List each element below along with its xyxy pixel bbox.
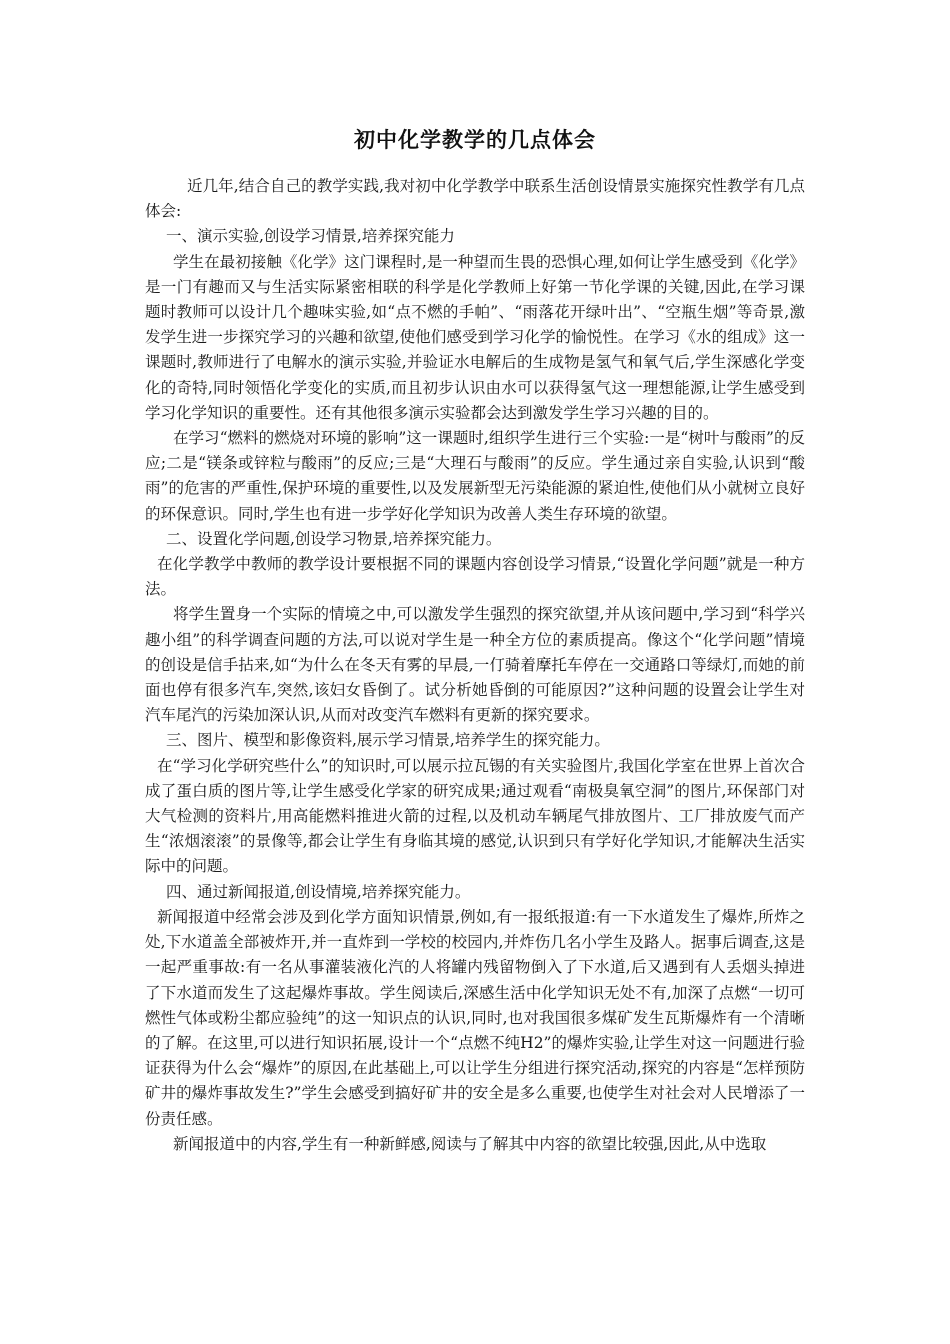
intro-paragraph: 近几年,结合自己的教学实践,我对初中化学教学中联系生活创设情景实施探究性教学有几点体会: [145,177,805,221]
section-heading-3: 三、图片、模型和影像资料,展示学习情景,培养学生的探究能力。 [166,731,610,750]
body-paragraph: 新闻报道中经常会涉及到化学方面知识情景,例如,有一报纸报道:有一下水道发生了爆炸,所炸之处,下水道盖全部被炸开,并一直炸到一学校的校园内,并炸伤几名小学生及路人。据事后调查,这是一起严重事故:有一名从事灌装液化汽的人将罐内残留物倒入了下水道,后又遇到有人丢烟头掉进了下水道而发生了这起爆炸事故。学生阅读后,深感生活中化学知识无处不有,加深了点燃“一切可燃性气体或粉尘都应验纯”的这一知识点的认识,同时,也对我国很多煤矿发生瓦斯爆炸有一个清晰的了解。在这里,可以进行知识拓展,设计一个“点燃不纯H2”的爆炸实验,让学生对这一问题进行验证获得为什么会“爆炸”的原因,在此基础上,可以让学生分组进行探究活动,探究的内容是“怎样预防矿井的爆炸事故发生?”学生会感受到搞好矿井的安全是多么重要,也使学生对社会对人民增添了一份责任感。 [145,907,805,1128]
body-paragraph: 在学习“燃料的燃烧对环境的影响”这一课题时,组织学生进行三个实验:一是“树叶与酸雨”的反应;二是“镁条或锌粒与酸雨”的反应;三是“大理石与酸雨”的反应。学生通过亲自实验,认识到“酸雨”的危害的严重性,保护环境的重要性,以及发展新型无污染能源的紧迫性,使他们从小就树立良好的环保意识。同时,学生也有进一步学好化学知识为改善人类生存环境的欲望。 [145,429,805,523]
body-paragraph: 新闻报道中的内容,学生有一种新鲜感,阅读与了解其中内容的欲望比较强,因此,从中选取 [173,1134,767,1153]
section-heading-4: 四、通过新闻报道,创设情境,培养探究能力。 [166,882,471,901]
document-body [145,174,805,1157]
document-title: 初中化学教学的几点体会 [354,127,596,152]
body-paragraph: 在化学教学中教师的教学设计要根据不同的课题内容创设学习情景,“设置化学问题”就是一种方法。 [145,555,805,599]
body-paragraph: 学生在最初接触《化学》这门课程时,是一种望而生畏的恐惧心理,如何让学生感受到《化学》是一门有趣而又与生活实际紧密相联的科学是化学教师上好第一节化学课的关键,因此,在学习课题时教师可以设计几个趣味实验,如“点不燃的手帕”、“雨落花开绿叶出”、“空瓶生烟”等奇景,激发学生进一步探究学习的兴趣和欲望,使他们感受到学习化学的愉悦性。在学习《水的组成》这一课题时,教师进行了电解水的演示实验,并验证水电解后的生成物是氢气和氧气后,学生深感化学变化的奇特,同时领悟化学变化的实质,而且初步认识由水可以获得氢气这一理想能源,让学生感受到学习化学知识的重要性。还有其他很多演示实验都会达到激发学生学习兴趣的目的。 [145,252,805,422]
section-heading-2: 二、设置化学问题,创设学习物景,培养探究能力。 [166,529,502,548]
section-heading-1: 一、演示实验,创设学习情景,培养探究能力 [166,227,455,246]
body-paragraph: 在“学习化学研究些什么”的知识时,可以展示拉瓦锡的有关实验图片,我国化学室在世界上首次合成了蛋白质的图片等,让学生感受化学家的研究成果;通过观看“南极臭氧空洞”的图片,环保部门对大气检测的资料片,用高能燃料推进火箭的过程,以及机动车辆尾气排放图片、工厂排放废气而产生“浓烟滚滚”的景像等,都会让学生有身临其境的感觉,认识到只有学好化学知识,才能解决生活实际中的问题。 [145,756,805,876]
body-paragraph: 将学生置身一个实际的情境之中,可以激发学生强烈的探究欲望,并从该问题中,学习到“科学兴趣小组”的科学调查问题的方法,可以说对学生是一种全方位的素质提高。像这个“化学问题”情境的创设是信手拈来,如“为什么在冬天有雾的早晨,一仃骑着摩托车停在一交通路口等绿灯,而她的前面也停有很多汽车,突然,该妇女昏倒了。试分析她昏倒的可能原因?”这种问题的设置会让学生对汽车尾汽的污染加深认识,从而对改变汽车燃料有更新的探究要求。 [145,605,805,725]
